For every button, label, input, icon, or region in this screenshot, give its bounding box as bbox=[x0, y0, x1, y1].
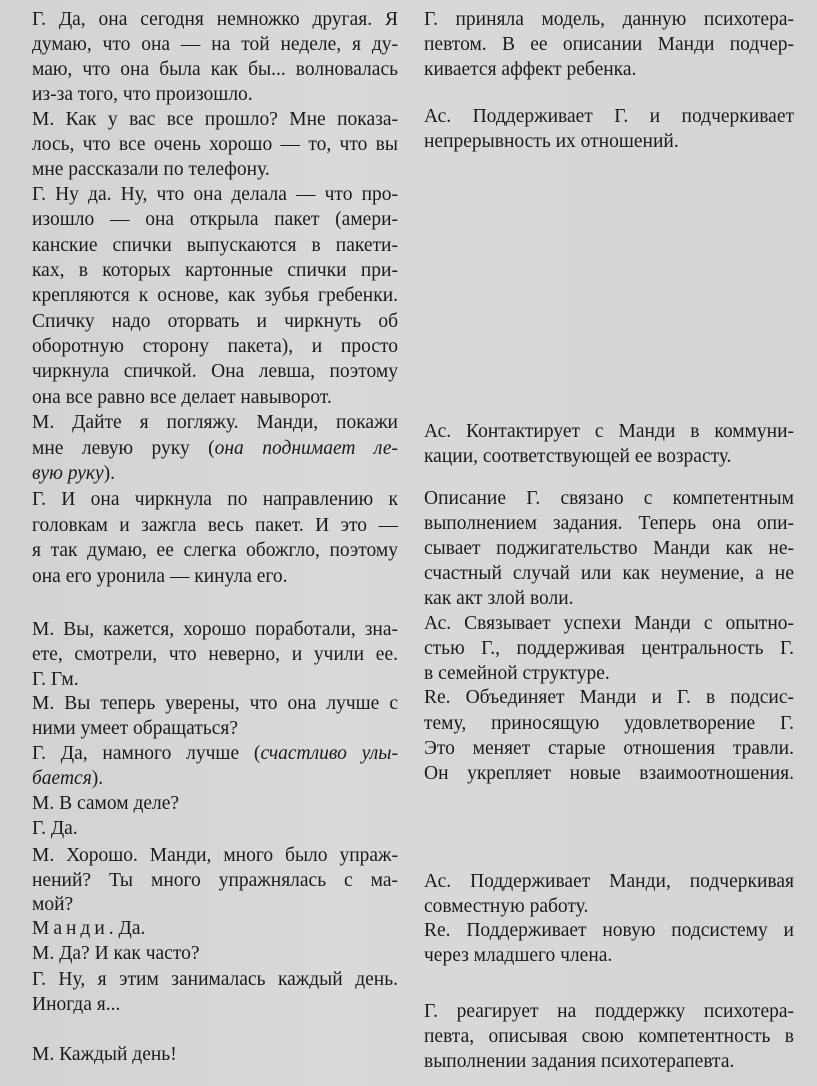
commentary-line: сывает поджигательство Манди как не- bbox=[424, 538, 794, 559]
dialogue-line: она все равно все делает навыворот. bbox=[32, 387, 332, 408]
commentary-line: Г. приняла модель, данную психотера- bbox=[424, 9, 794, 30]
commentary-line: Re. Объединяет Манди и Г. в подсис- bbox=[424, 687, 794, 708]
dialogue-line: мой? bbox=[32, 894, 74, 915]
dialogue-line: М. Каждый день! bbox=[32, 1044, 177, 1065]
dialogue-line bbox=[32, 917, 398, 941]
dialogue-line: Г. И она чиркнула по направлению к bbox=[32, 489, 398, 510]
commentary-line: как акт злой воли. bbox=[424, 588, 574, 609]
stage-direction: она поднимает ле- bbox=[214, 438, 398, 459]
dialogue-line: Иногда я... bbox=[32, 994, 121, 1015]
dialogue-line: канские спички выпускаются в пакети- bbox=[32, 235, 398, 256]
text-span: ). bbox=[91, 768, 104, 789]
dialogue-line: М. Дайте я погляжу. Манди, покажи bbox=[32, 412, 398, 433]
commentary-line: Это меняет старые отношения травли. bbox=[424, 738, 794, 759]
commentary-line: кивается аффект ребенка. bbox=[424, 59, 637, 80]
dialogue-line: из-за того, что произошло. bbox=[32, 84, 253, 105]
dialogue-line bbox=[32, 767, 398, 791]
text-span: . Да. bbox=[108, 918, 146, 939]
commentary-line: Г. реагирует на поддержку психотера- bbox=[424, 1001, 794, 1022]
dialogue-line: мне рассказали по телефону. bbox=[32, 159, 270, 180]
dialogue-line: чиркнула спичкой. Она левша, поэтому bbox=[32, 361, 398, 382]
dialogue-line: Спичку надо оторвать и чиркнуть об bbox=[32, 311, 398, 332]
dialogue-line bbox=[32, 462, 398, 486]
dialogue-line: ете, смотрели, что неверно, и учили ее. bbox=[32, 644, 398, 665]
speaker-name: Манди bbox=[32, 918, 109, 939]
commentary-line: Ас. Поддерживает Манди, подчеркивая bbox=[424, 871, 794, 892]
dialogue-line: М. Хорошо. Манди, много было упраж- bbox=[32, 845, 398, 866]
commentary-line: стью Г., поддерживая центральность Г. bbox=[424, 638, 794, 659]
text-span: Г. Да, намного лучше ( bbox=[32, 743, 261, 764]
commentary-line: Он укрепляет новые взаимоотношения. bbox=[424, 763, 794, 784]
stage-direction: бается bbox=[32, 768, 92, 789]
commentary-line: Описание Г. связано с компетентным bbox=[424, 488, 794, 509]
dialogue-line: она его уронила — кинула его. bbox=[32, 566, 288, 587]
dialogue-line: М. В самом деле? bbox=[32, 793, 180, 814]
dialogue-line: Г. Ну да. Ну, что она делала — что про- bbox=[32, 184, 398, 205]
text-span: мне левую руку ( bbox=[32, 438, 215, 459]
commentary-line: тему, приносящую удовлетворение Г. bbox=[424, 713, 794, 734]
commentary-line: выполнении задания психотерапевта. bbox=[424, 1051, 735, 1072]
text-span: ). bbox=[103, 463, 116, 484]
dialogue-line: я так думаю, ее слегка обожгло, поэтому bbox=[32, 540, 398, 561]
dialogue-line: М. Вы теперь уверены, что она лучше с bbox=[32, 693, 398, 714]
dialogue-line: М. Как у вас все прошло? Мне показа- bbox=[32, 109, 398, 130]
stage-direction: счастливо улы- bbox=[260, 743, 398, 764]
dialogue-line: Г. Да. bbox=[32, 818, 78, 839]
stage-direction: вую руку bbox=[32, 463, 104, 484]
commentary-line: Re. Поддерживает новую подсистему и bbox=[424, 920, 794, 941]
commentary-line: кации, соответствующей ее возрасту. bbox=[424, 446, 732, 467]
dialogue-line: М. Вы, кажется, хорошо поработали, зна- bbox=[32, 619, 398, 640]
dialogue-line: изошло — она открыла пакет (амери- bbox=[32, 209, 398, 230]
dialogue-line: Г. Да, она сегодня немножко другая. Я bbox=[32, 9, 398, 30]
commentary-line: выполнением задания. Теперь она опи- bbox=[424, 513, 794, 534]
dialogue-line: нений? Ты много упражнялась с ма- bbox=[32, 870, 398, 891]
commentary-line: совместную работу. bbox=[424, 896, 589, 917]
dialogue-line: лось, что все очень хорошо — то, что вы bbox=[32, 134, 398, 155]
dialogue-line bbox=[32, 742, 398, 766]
commentary-line: непрерывность их отношений. bbox=[424, 131, 679, 152]
dialogue-line: М. Да? И как часто? bbox=[32, 943, 200, 964]
dialogue-line: маю, что она была как бы... волновалась bbox=[32, 59, 398, 80]
dialogue-line: думаю, что она — на той неделе, я ду- bbox=[32, 34, 398, 55]
commentary-line: через младшего члена. bbox=[424, 945, 613, 966]
dialogue-line: Г. Ну, я этим занималась каждый день. bbox=[32, 969, 398, 990]
dialogue-line: ними умеет обращаться? bbox=[32, 718, 238, 739]
commentary-line: певтом. В ее описании Манди подчер- bbox=[424, 34, 794, 55]
commentary-line: в семейной структуре. bbox=[424, 663, 610, 684]
dialogue-line: Г. Гм. bbox=[32, 669, 79, 690]
commentary-line: Ас. Связывает успехи Манди с опытно- bbox=[424, 613, 794, 634]
commentary-line: Ас. Поддерживает Г. и подчеркивает bbox=[424, 106, 794, 127]
dialogue-line: крепляются к основе, как зубья гребенки. bbox=[32, 285, 398, 306]
dialogue-line: ках, в которых картонные спички при- bbox=[32, 260, 398, 281]
commentary-line: счастный случай или как неумение, а не bbox=[424, 563, 794, 584]
dialogue-line: головкам и зажгла весь пакет. И это — bbox=[32, 515, 398, 536]
dialogue-line bbox=[32, 437, 398, 461]
commentary-line: певта, описывая свою компетентность в bbox=[424, 1026, 794, 1047]
commentary-line: Ас. Контактирует с Манди в коммуни- bbox=[424, 421, 794, 442]
dialogue-line: оборотную сторону пакета), и просто bbox=[32, 336, 398, 357]
